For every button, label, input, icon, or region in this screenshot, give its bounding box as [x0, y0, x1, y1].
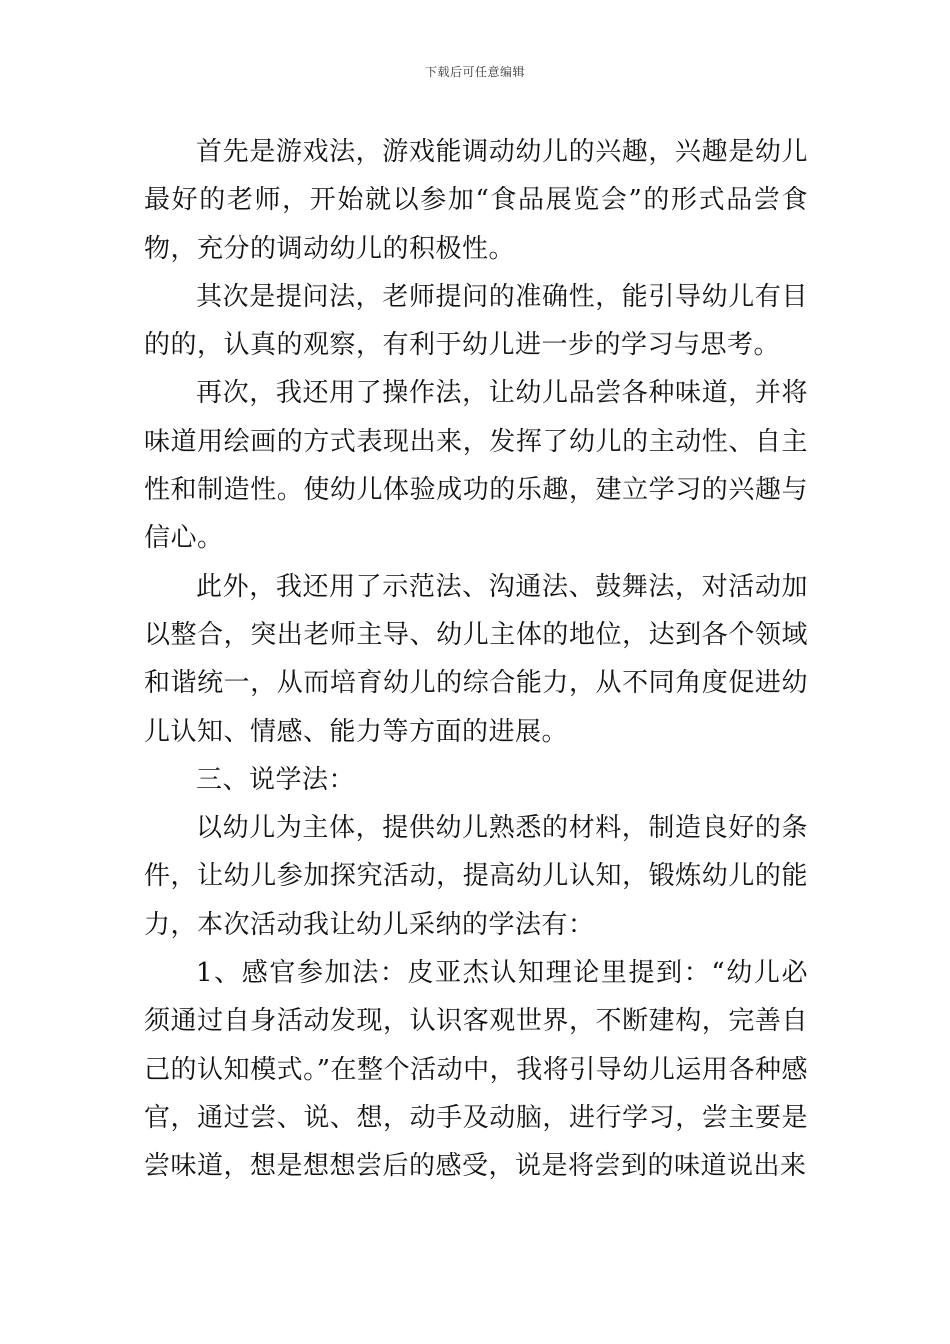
paragraph-6: 1、感官参加法：皮亚杰认知理论里提到：“幼儿必须通过自身活动发现，认识客观世界，不断建构，完善自己的认知模式。”在整个活动中，我将引导幼儿运用各种感官，通过尝、说、想，动手及动脑，进行学习，尝主要是尝味道，想是想想尝后的感受，说是将尝到的味道说出来: [144, 958, 808, 1182]
paragraph-4: 此外，我还用了示范法、沟通法、鼓舞法，对活动加以整合，突出老师主导、幼儿主体的地位，达到各个领域和谐统一，从而培育幼儿的综合能力，从不同角度促进幼儿认知、情感、能力等方面的进展。: [144, 571, 808, 747]
paragraph-1: 首先是游戏法，游戏能调动幼儿的兴趣，兴趣是幼儿最好的老师，开始就以参加“食品展览会”的形式品尝食物，充分的调动幼儿的积极性。: [144, 137, 808, 264]
paragraph-2: 其次是提问法，老师提问的准确性，能引导幼儿有目的的，认真的观察，有利于幼儿进一步的学习与思考。: [144, 281, 808, 361]
document-body: [144, 128, 808, 1191]
paragraph-5: 以幼儿为主体，提供幼儿熟悉的材料，制造良好的条件，让幼儿参加探究活动，提高幼儿认知，锻炼幼儿的能力，本次活动我让幼儿采纳的学法有：: [144, 813, 808, 940]
page-header: 下载后可任意编辑: [424, 65, 525, 79]
paragraph-3: 再次，我还用了操作法，让幼儿品尝各种味道，并将味道用绘画的方式表现出来，发挥了幼儿的主动性、自主性和制造性。使幼儿体验成功的乐趣，建立学习的兴趣与信心。: [144, 378, 808, 554]
section-heading: 三、说学法：: [196, 764, 356, 795]
